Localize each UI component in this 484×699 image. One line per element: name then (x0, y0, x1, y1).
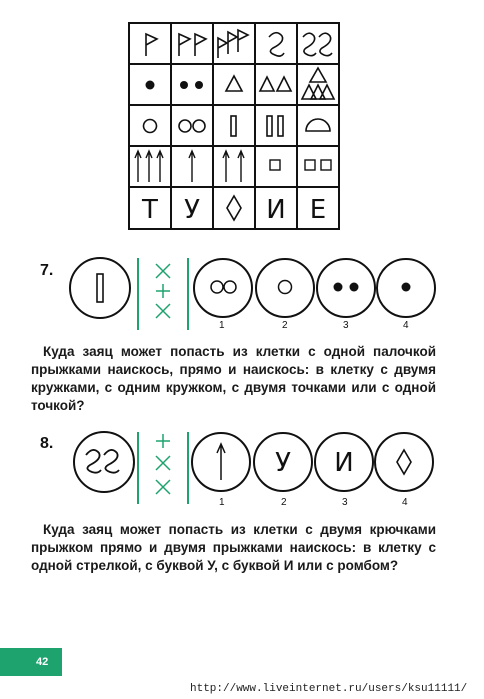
cell-r5c2-letter: У (184, 195, 200, 225)
task7-option-4-number: 4 (403, 320, 409, 331)
task7-option-3 (317, 259, 375, 317)
cell-r2c2-dots (180, 81, 203, 89)
cell-r2c4-triangles (260, 77, 291, 91)
task8-number: 8. (40, 435, 54, 452)
arrow-up-icon (217, 444, 225, 480)
task8-option-3-number: 3 (342, 497, 348, 508)
task8-jump-marks (156, 434, 170, 494)
task8-option-3 (315, 433, 373, 491)
cell-r4c3-arrows (223, 151, 244, 182)
cell-r3c3-stick (231, 116, 236, 136)
cell-r2c5-triangles (302, 68, 334, 99)
task7-option-3-number: 3 (343, 320, 349, 331)
task8-option-2-number: 2 (281, 497, 287, 508)
symbol-grid (128, 22, 340, 230)
task7-option-4 (377, 259, 435, 317)
cell-r2c1-dot (146, 81, 155, 90)
task8-figure (66, 428, 436, 508)
cell-r5c4-letter: И (266, 195, 286, 225)
task7-option-2 (256, 259, 314, 317)
task8-option-1 (192, 433, 250, 491)
cell-r5c5-letter: Е (309, 195, 327, 225)
cell-r5c3-rhombus-icon (227, 196, 241, 220)
cell-r4c2-arrow (189, 151, 195, 182)
task8-question: Куда заяц может попасть из клетки с двумя крючками прыжком прямо и двумя прыжками наискось: в клетку с одной стрелкой, с буквой У, с буквой И или с ромбом? (31, 522, 436, 573)
cell-r1c5-hooks (303, 33, 332, 55)
cell-r4c5-squares (305, 160, 331, 170)
cell-r4c1-arrows (135, 151, 163, 182)
cell-r1c3-flags (218, 30, 248, 58)
task7-start-circle (70, 258, 130, 318)
rhombus-icon (397, 450, 411, 474)
task7-option-1 (194, 259, 252, 317)
cell-r3c2-circles (179, 120, 205, 132)
task8-option-4 (375, 433, 433, 491)
watermark-url: http://www.liveinternet.ru/users/ksu11111/ (190, 683, 468, 695)
task7-number: 7. (40, 262, 54, 279)
task8-start-circle (74, 432, 134, 492)
cell-r1c1-flag (146, 34, 157, 56)
task8-option-2 (254, 433, 312, 491)
cell-r5c1-letter: Т (142, 195, 158, 225)
cell-r3c5-semicircle (306, 119, 330, 131)
cell-r1c4-hook (269, 33, 284, 56)
task7-figure (66, 254, 436, 334)
cell-r2c3-triangle (226, 76, 242, 91)
task8-option-4-number: 4 (402, 497, 408, 508)
page-number: 42 (36, 656, 49, 668)
task7-option-2-number: 2 (282, 320, 288, 331)
task8-option-1-number: 1 (219, 497, 225, 508)
task8-option-3-letter: И (334, 448, 354, 478)
hooks-icon (86, 450, 119, 473)
cell-r3c1-circle (144, 120, 157, 133)
task8-option-2-letter: У (275, 448, 291, 478)
task7-option-1-number: 1 (219, 320, 225, 331)
cell-r4c4-square (270, 160, 280, 170)
cell-r3c4-sticks (267, 116, 283, 136)
task7-jump-marks (156, 264, 170, 318)
page-number-band (0, 648, 62, 676)
cell-r1c2-flags (179, 34, 206, 56)
task7-question: Куда заяц может попасть из клетки с одной палочкой прыжками наискось, прямо и наискось: в клетку с двумя кружками, с одним кружком, с двумя точками или с одной точкой? (31, 344, 436, 413)
